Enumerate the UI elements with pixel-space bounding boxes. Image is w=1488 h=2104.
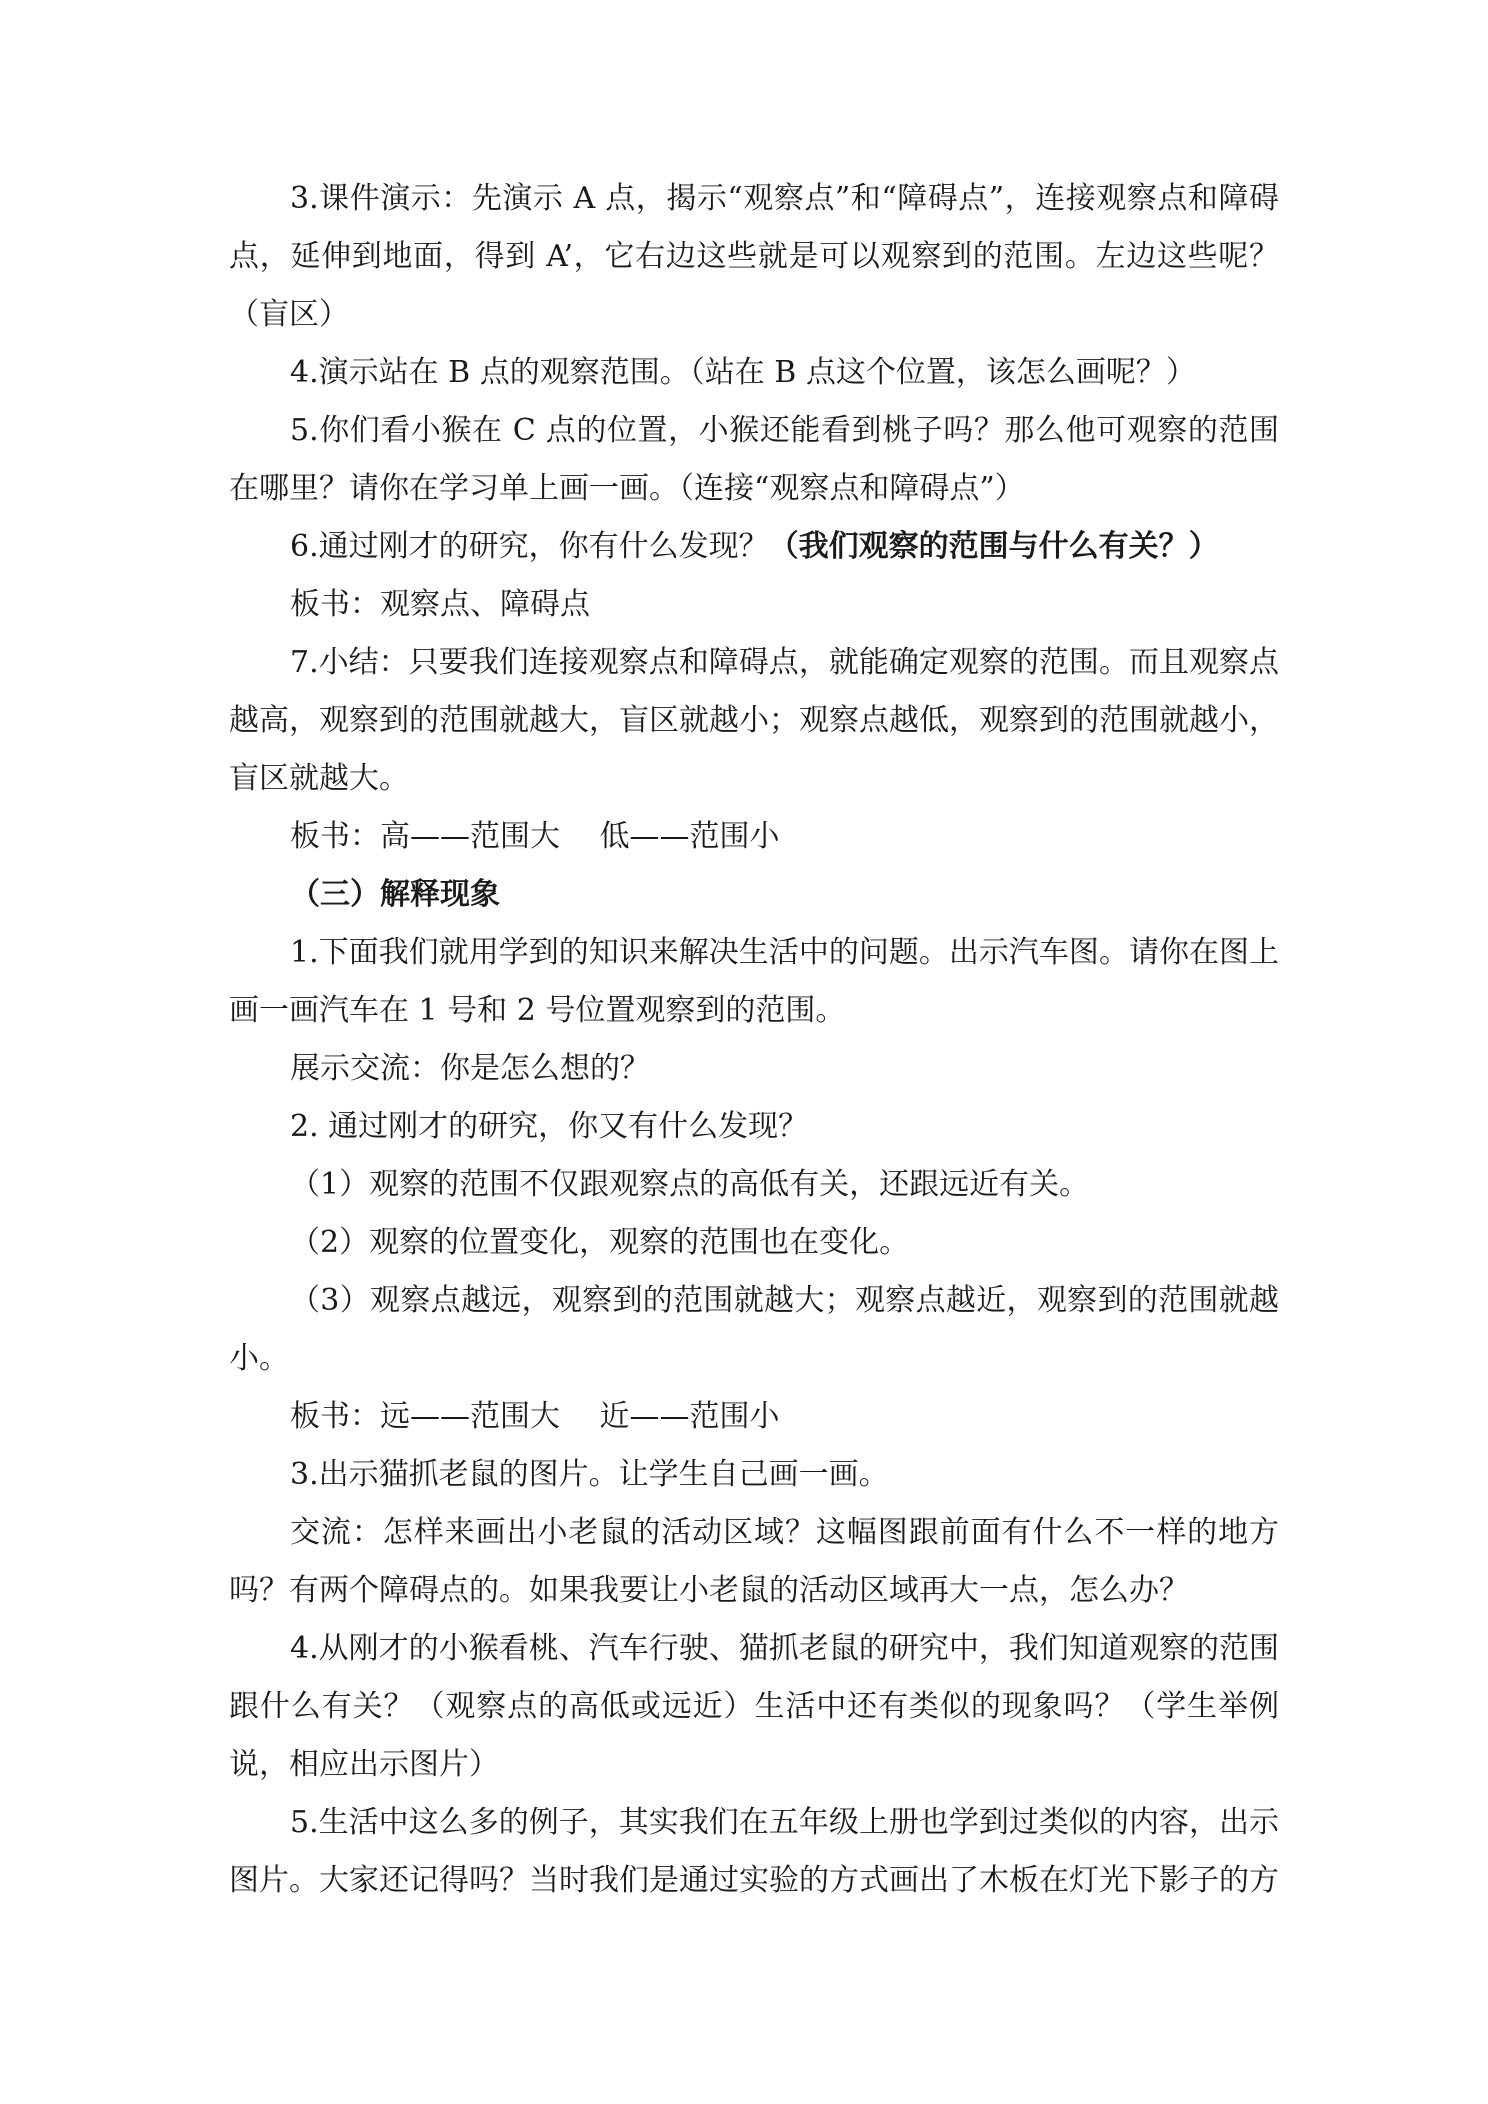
blackboard-note-3: 板书：远——范围大 近——范围小 [290, 1399, 780, 1434]
paragraph-explain-5: 5.生活中这么多的例子，其实我们在五年级上册也学到过类似的内容，出示图片。大家还记得吗？当时我们是通过实验的方式画出了木板在灯光下影子的方 [229, 1805, 1279, 1898]
paragraph-share: 展示交流：你是怎么想的？ [290, 1051, 650, 1086]
paragraph-step-4: 4.演示站在 B 点的观察范围。（站在 B 点这个位置，该怎么画呢？） [290, 355, 1196, 390]
document-body [229, 170, 1279, 1910]
paragraph-step-6 [229, 518, 1279, 576]
paragraph-step-6-text: 6.通过刚才的研究，你有什么发现？ [290, 529, 769, 564]
paragraph-step-5: 5.你们看小猴在 C 点的位置，小猴还能看到桃子吗？那么他可观察的范围在哪里？请你在学习单上画一画。（连接“观察点和障碍点”） [229, 413, 1279, 506]
blackboard-note-1: 板书：观察点、障碍点 [290, 587, 590, 622]
finding-3: （3）观察点越远，观察到的范围就越大；观察点越近，观察到的范围就越小。 [229, 1283, 1279, 1376]
paragraph-explain-4: 4.从刚才的小猴看桃、汽车行驶、猫抓老鼠的研究中，我们知道观察的范围跟什么有关？（观察点的高低或远近）生活中还有类似的现象吗？（学生举例说，相应出示图片） [229, 1631, 1279, 1782]
paragraph-step-6-bold: （我们观察的范围与什么有关？） [768, 529, 1219, 564]
finding-1: （1）观察的范围不仅跟观察点的高低有关，还跟远近有关。 [290, 1167, 1090, 1202]
section-heading-3: （三）解释现象 [290, 877, 500, 912]
paragraph-explain-3: 3.出示猫抓老鼠的图片。让学生自己画一画。 [290, 1457, 889, 1492]
finding-2: （2）观察的位置变化，观察的范围也在变化。 [290, 1225, 910, 1260]
paragraph-summary: 7.小结：只要我们连接观察点和障碍点，就能确定观察的范围。而且观察点越高，观察到的范围就越大，盲区就越小；观察点越低，观察到的范围就越小，盲区就越大。 [229, 645, 1279, 796]
paragraph-explain-1: 1.下面我们就用学到的知识来解决生活中的问题。出示汽车图。请你在图上画一画汽车在 1 号和 2 号位置观察到的范围。 [229, 935, 1279, 1028]
paragraph-step-3: 3.课件演示：先演示 A 点，揭示“观察点”和“障碍点”，连接观察点和障碍点，延伸到地面，得到 A’，它右边这些就是可以观察到的范围。左边这些呢？（盲区） [229, 181, 1279, 332]
paragraph-explain-2: 2. 通过刚才的研究，你又有什么发现？ [290, 1109, 809, 1144]
paragraph-exchange: 交流：怎样来画出小老鼠的活动区域？这幅图跟前面有什么不一样的地方吗？有两个障碍点的。如果我要让小老鼠的活动区域再大一点，怎么办？ [229, 1515, 1279, 1608]
blackboard-note-2: 板书：高——范围大 低——范围小 [290, 819, 780, 854]
